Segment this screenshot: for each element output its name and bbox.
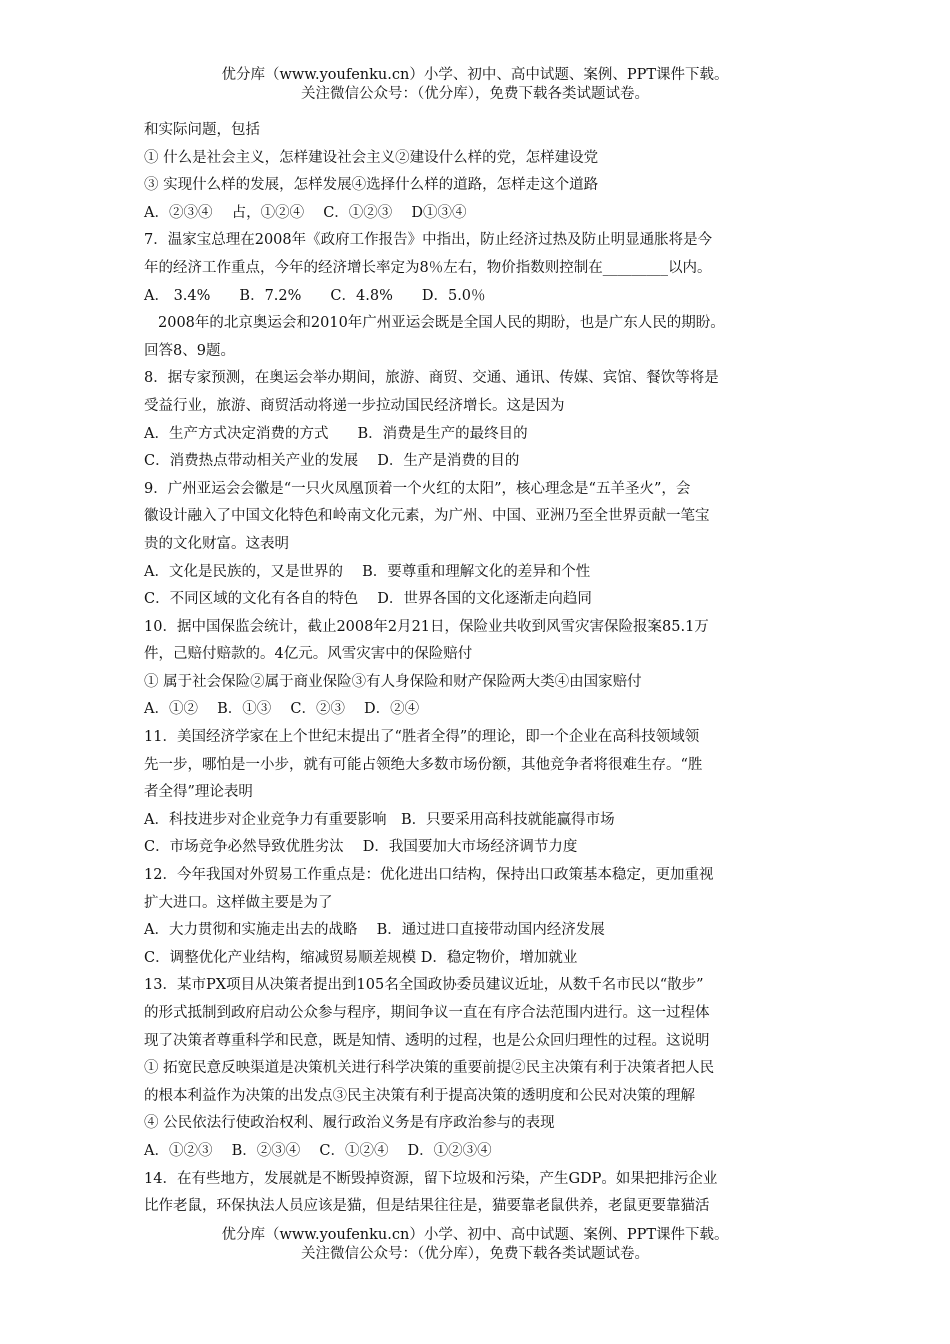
answer-options: A． 3.4% B．7.2% C．4.8% D．5.0％ (144, 287, 486, 304)
page-header (0, 66, 950, 104)
text-line: 和实际问题，包括 (144, 122, 260, 138)
passage-intro: 2008年的北京奥运会和2010年广州亚运会既是全国人民的期盼，也是广东人民的期盼。 (158, 315, 725, 332)
answer-options: A．大力贯彻和实施走出去的战略 B．通过进口直接带动国内经济发展 (144, 922, 605, 939)
answer-options: A．文化是民族的，又是世界的 B．要尊重和理解文化的差异和个性 (144, 563, 591, 580)
answer-options: C．市场竞争必然导致优胜劣汰 D．我国要加大市场经济调节力度 (144, 839, 578, 856)
question-7: 7．温家宝总理在2008年《政府工作报告》中指出，防止经济过热及防止明显通胀将是今 (144, 232, 713, 249)
answer-options: C．调整优化产业结构，缩减贸易顺差规模 D．稳定物价，增加就业 (144, 949, 578, 966)
question-13: 13．某市PX项目从决策者提出到105名全国政协委员建议近址，从数千名市民以“散步” (144, 977, 704, 994)
answer-options: C．消费热点带动相关产业的发展 D．生产是消费的目的 (144, 453, 520, 470)
text-line: 的形式抵制到政府启动公众参与程序，期间争议一直在有序合法范围内进行。这一过程体 (144, 1005, 710, 1021)
footer-line-1: 优分库（www.youfenku.cn）小学、初中、高中试题、案例、PPT课件下载。 (221, 1227, 729, 1243)
text-line: ④ 公民依法行使政治权利、履行政治义务是有序政治参与的表现 (144, 1115, 555, 1132)
text-line: 者全得”理论表明 (144, 784, 253, 801)
text-line: 回答8、9题。 (144, 342, 235, 359)
page-footer (0, 1226, 950, 1264)
exam-body (144, 117, 814, 1221)
text-line: ① 属于社会保险②属于商业保险③有人身保险和财产保险两大类④由国家赔付 (144, 673, 642, 690)
question-12: 12．今年我国对外贸易工作重点是：优化进出口结构，保持出口政策基本稳定，更加重视 (144, 867, 714, 884)
answer-options: A．科技进步对企业竞争力有重要影响 B．只要采用高科技就能赢得市场 (144, 811, 615, 828)
text-line: 贵的文化财富。这表明 (144, 535, 289, 552)
text-line: 扩大进口。这样做主要是为了 (144, 894, 333, 911)
text-line: 件，己赔付赔款的。4亿元。风雪灾害中的保险赔付 (144, 646, 473, 663)
text-line: 年的经济工作重点，今年的经济增长率定为8％左右，物价指数则控制在_________以内。 (144, 259, 712, 276)
answer-options: C．不同区域的文化有各自的特色 D．世界各国的文化逐渐走向趋同 (144, 591, 592, 608)
question-14: 14．在有些地方，发展就是不断毁掉资源，留下垃圾和污染，产生GDP。如果把排污企业 (144, 1170, 718, 1187)
question-11: 11．美国经济学家在上个世纪末提出了“胜者全得”的理论，即一个企业在高科技领域领 (144, 729, 700, 746)
text-line: 现了决策者尊重科学和民意，既是知情、透明的过程，也是公众回归理性的过程。这说明 (144, 1032, 710, 1049)
header-line-2: 关注微信公众号：（优分库），免费下载各类试题试卷。 (301, 86, 649, 102)
question-10: 10．据中国保监会统计，截止2008年2月21日，保险业共收到风雪灾害保险报案85.1万 (144, 618, 709, 635)
text-line: ① 拓宽民意反映渠道是决策机关进行科学决策的重要前提②民主决策有利于决策者把人民 (144, 1060, 715, 1077)
footer-line-2: 关注微信公众号：（优分库），免费下载各类试题试卷。 (301, 1246, 649, 1262)
question-9: 9．广州亚运会会徽是“一只火凤凰顶着一个火红的太阳”，核心理念是“五羊圣火”，会 (144, 480, 691, 497)
text-line: ① 什么是社会主义，怎样建设社会主义②建设什么样的党，怎样建设党 (144, 149, 599, 166)
answer-options: A．生产方式决定消费的方式 B．消费是生产的最终目的 (144, 425, 528, 442)
text-line: ③ 实现什么样的发展，怎样发展④选择什么样的道路，怎样走这个道路 (144, 177, 599, 194)
answer-options: A．①②③ B．②③④ C．①②④ D．①②③④ (144, 1142, 492, 1159)
text-line: 先一步，哪怕是一小步，就有可能占领绝大多数市场份额，其他竞争者将很难生存。“胜 (144, 756, 703, 773)
text-line: 的根本利益作为决策的出发点③民主决策有利于提高决策的透明度和公民对决策的理解 (144, 1087, 695, 1104)
question-8: 8．据专家预测，在奥运会举办期间，旅游、商贸、交通、通讯、传媒、宾馆、餐饮等将是 (144, 370, 719, 387)
answer-options: A．①② B．①③ C．②③ D．②④ (144, 701, 420, 718)
text-line: 受益行业，旅游、商贸活动将递一步拉动国民经济增长。这是因为 (144, 397, 565, 414)
answer-options: A．②③④ 占，①②④ C．①②③ D①③④ (144, 204, 467, 221)
header-line-1: 优分库（www.youfenku.cn）小学、初中、高中试题、案例、PPT课件下载。 (221, 67, 729, 83)
text-line: 徽设计融入了中国文化特色和岭南文化元素，为广州、中国、亚洲乃至全世界贡献一笔宝 (144, 508, 710, 525)
text-line: 比作老鼠，环保执法人员应该是猫，但是结果往往是，猫要靠老鼠供养，老鼠更要靠猫活 (144, 1198, 710, 1215)
